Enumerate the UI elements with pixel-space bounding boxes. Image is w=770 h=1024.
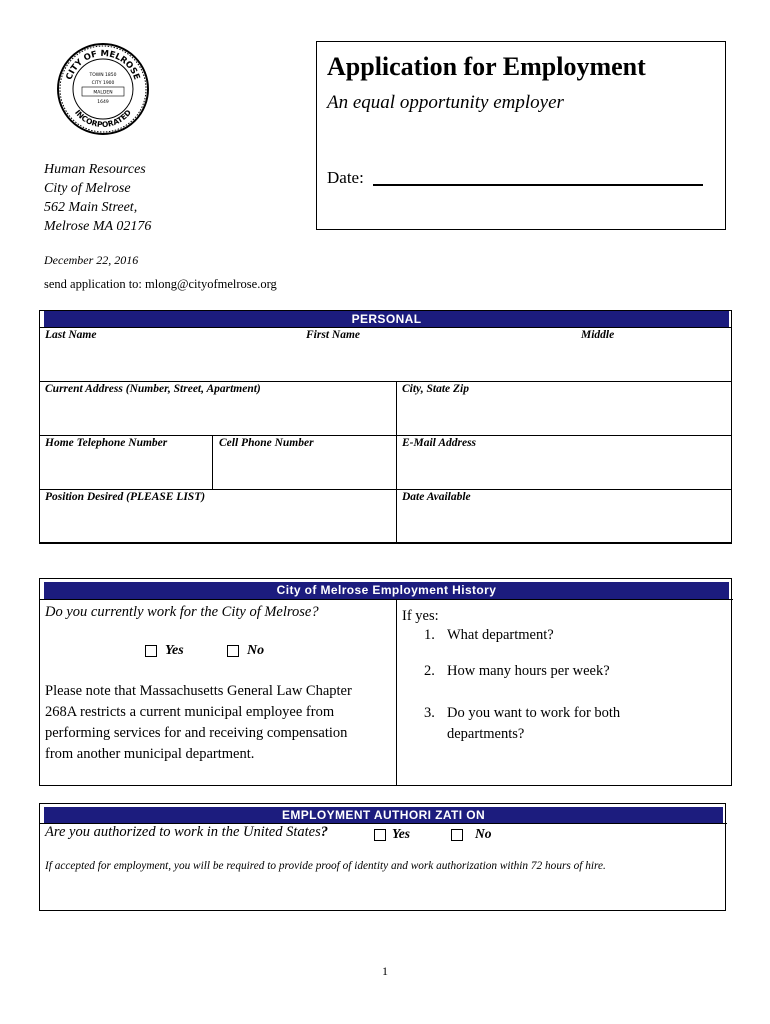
current-employee-yes-option[interactable] [145,643,184,659]
address-line: Human Resources [44,162,146,177]
employment-authorization-heading: EMPLOYMENT AUTHORI ZATI ON [44,807,723,823]
date-available-field[interactable] [396,489,732,544]
question-2-number: 2. [424,663,435,679]
yes-label: Yes [392,826,410,841]
email-field[interactable] [396,435,732,490]
no-label: No [475,826,492,841]
city-seal-logo [56,42,150,136]
send-application-to: send application to: mlong@cityofmelrose.org [44,277,277,291]
name-row[interactable] [39,327,732,382]
cell-phone-field[interactable] [212,435,397,490]
yes-label: Yes [165,643,184,658]
address-line: City of Melrose [44,181,131,196]
question-text: Are you authorized to work in the United States [45,824,321,840]
home-phone-label: Home Telephone Number [45,437,168,449]
no-label: No [247,643,265,658]
authorized-yes-option[interactable] [374,826,410,842]
svg-text:TOWN 1850: TOWN 1850 [89,73,117,78]
no-checkbox[interactable] [451,829,463,841]
cell-phone-label: Cell Phone Number [219,437,314,449]
page-subtitle: An equal opportunity employer [327,92,564,113]
work-authorization-question [45,824,328,841]
current-employee-question: Do you currently work for the City of Melrose? [45,604,319,620]
employment-history-heading: City of Melrose Employment History [44,582,729,599]
email-label: E-Mail Address [402,437,477,449]
question-3-line1: Do you want to work for both [447,705,621,721]
employment-history-section [39,578,732,786]
authorized-no-option[interactable] [451,826,492,842]
page-number: 1 [382,964,388,978]
no-checkbox[interactable] [227,645,239,657]
first-name-label: First Name [306,329,360,341]
question-mark: ? [320,824,328,840]
svg-text:1649: 1649 [97,100,109,105]
address-line: 562 Main Street, [44,200,138,215]
current-address-field[interactable] [39,381,397,436]
employment-authorization-section [39,803,726,911]
address-line: Melrose MA 02176 [44,219,152,234]
question-3-number: 3. [424,705,435,721]
svg-text:CITY 1900: CITY 1900 [91,81,115,86]
personal-heading: PERSONAL [44,311,729,328]
current-employee-no-option[interactable] [227,643,264,659]
chapter-268a-note: Please note that Massachusetts General Law Chapter 268A restricts a current municipal employee from performing services for and receiving compensation from another municipal department. [45,683,352,762]
question-2-hours: How many hours per week? [447,663,610,679]
column-divider [396,599,397,786]
last-name-label: Last Name [45,329,97,341]
row-divider [40,599,733,600]
date-field[interactable] [373,184,703,186]
city-state-zip-field[interactable] [396,381,732,436]
current-address-label: Current Address (Number, Street, Apartment) [45,383,261,395]
document-date: December 22, 2016 [44,253,139,267]
personal-section [39,310,732,543]
city-state-zip-label: City, State Zip [402,383,469,395]
question-1-department: What department? [447,627,554,643]
question-1-number: 1. [424,627,435,643]
svg-text:INCORPORATED: INCORPORATED [72,107,134,130]
date-label: Date: [327,168,364,187]
yes-checkbox[interactable] [145,645,157,657]
question-3-line2: departments? [447,726,525,742]
date-available-label: Date Available [402,491,471,503]
title-box [316,41,726,230]
position-desired-label: Position Desired (PLEASE LIST) [45,491,206,503]
if-yes-label: If yes: [402,608,439,624]
yes-checkbox[interactable] [374,829,386,841]
home-phone-field[interactable] [39,435,213,490]
proof-of-identity-notice: If accepted for employment, you will be required to provide proof of identity and work authorization within 72 hours of hire. [45,860,606,872]
hr-address [44,160,151,236]
middle-name-label: Middle [581,329,615,341]
svg-text:CITY OF MELROSE: CITY OF MELROSE [64,48,142,82]
svg-text:MALDEN: MALDEN [93,90,113,96]
position-desired-field[interactable] [39,489,397,544]
page-title: Application for Employment [327,52,646,81]
